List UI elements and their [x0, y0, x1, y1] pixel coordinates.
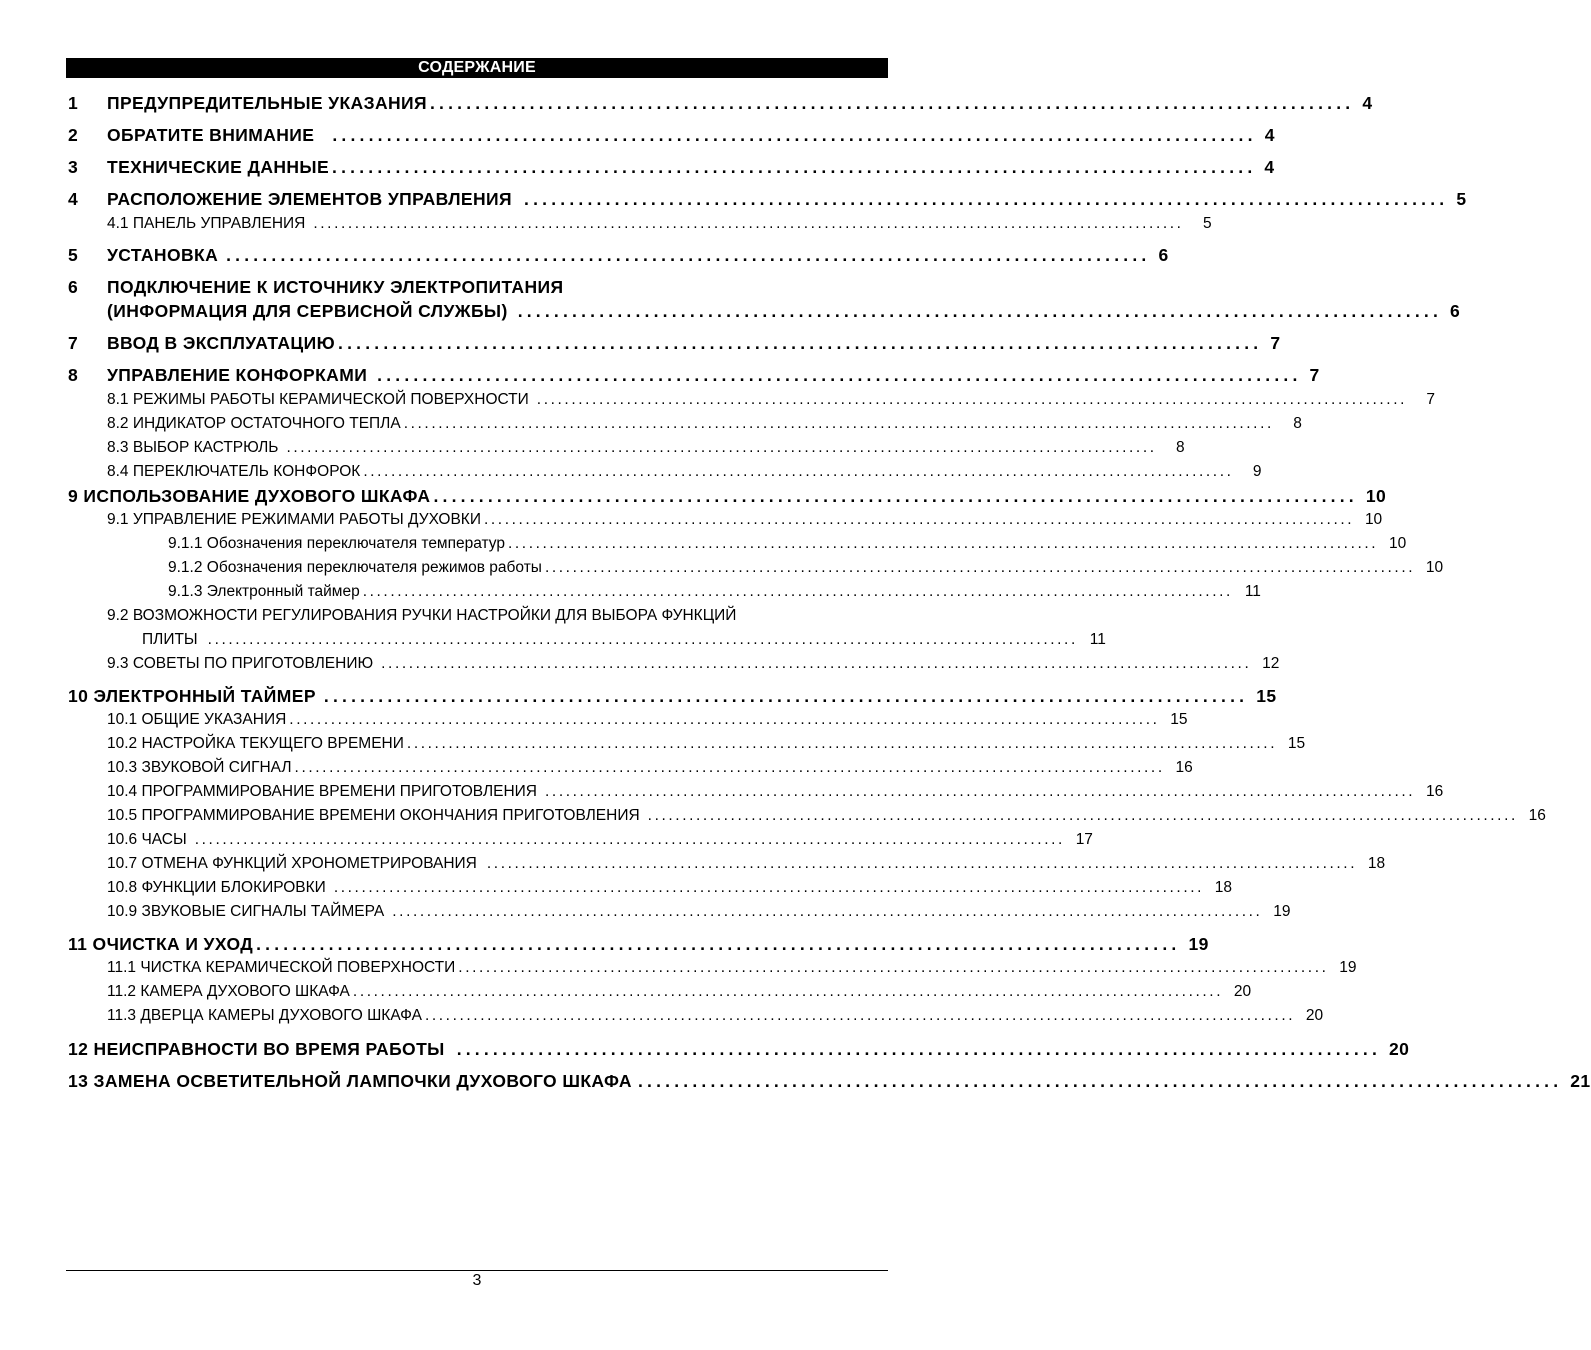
- toc-entry-page: 16: [1175, 759, 1193, 776]
- toc-leader-dots: ..............................................................................................................................: [424, 1007, 1296, 1024]
- toc-entry-page: 8: [1293, 415, 1302, 432]
- toc-entry-title: 9 ИСПОЛЬЗОВАНИЕ ДУХОВОГО ШКАФА: [68, 486, 431, 506]
- toc-leader-dots: ......................................................................................................: [226, 245, 1151, 265]
- toc-entry-title: 8.2 ИНДИКАТОР ОСТАТОЧНОГО ТЕПЛА: [107, 415, 401, 432]
- toc-leader-dots: ..............................................................................................................................: [406, 735, 1278, 752]
- toc-leader-dots: ..............................................................................................................................: [286, 439, 1157, 456]
- toc-entry-title: 10.3 ЗВУКОВОЙ СИГНАЛ: [107, 759, 292, 776]
- toc-leader-dots: ..............................................................................................................................: [507, 535, 1379, 552]
- toc-entry-2[interactable]: [68, 123, 1275, 147]
- toc-entry-title: 10 ЭЛЕКТРОННЫЙ ТАЙМЕР: [68, 686, 316, 706]
- toc-entry-page: 6: [1158, 245, 1169, 265]
- toc-entry-page: 6: [1450, 301, 1461, 321]
- toc-entry-title: 10.9 ЗВУКОВЫЕ СИГНАЛЫ ТАЙМЕРА: [107, 903, 385, 920]
- toc-entry-page: 15: [1170, 711, 1188, 728]
- toc-leader-dots: ..............................................................................................................................: [647, 807, 1518, 824]
- toc-entry-9-1[interactable]: [107, 510, 1383, 530]
- toc-entry-title: 10.2 НАСТРОЙКА ТЕКУЩЕГО ВРЕМЕНИ: [107, 735, 404, 752]
- toc-entry-10-9[interactable]: [107, 902, 1291, 922]
- toc-entry-title: (ИНФОРМАЦИЯ ДЛЯ СЕРВИСНОЙ СЛУЖБЫ): [107, 301, 508, 321]
- toc-leader-dots: ..............................................................................................................................: [362, 583, 1233, 600]
- toc-entry-1[interactable]: [68, 91, 1373, 115]
- toc-entry-page: 16: [1425, 783, 1444, 800]
- toc-entry-title: 10.1 ОБЩИЕ УКАЗАНИЯ: [107, 711, 287, 728]
- toc-leader-dots: ..............................................................................................................................: [313, 215, 1184, 232]
- toc-leader-dots: ..............................................................................................................................: [545, 783, 1416, 800]
- toc-leader-dots: ......................................................................................................: [256, 934, 1181, 954]
- toc-entry-6-line2[interactable]: [107, 299, 1461, 323]
- toc-entry-title: 10.8 ФУНКЦИИ БЛОКИРОВКИ: [107, 879, 326, 896]
- toc-entry-title: ОБРАТИТЕ ВНИМАНИЕ: [107, 125, 315, 145]
- toc-leader-dots: ..............................................................................................................................: [363, 463, 1234, 480]
- toc-entry-page: 20: [1233, 983, 1252, 1000]
- toc-entry-9-1-3[interactable]: [168, 582, 1261, 602]
- toc-leader-dots: ..............................................................................................................................: [483, 511, 1355, 528]
- toc-entry-title: 4.1 ПАНЕЛЬ УПРАВЛЕНИЯ: [107, 215, 306, 232]
- toc-entry-title: 9.1.1 Обозначения переключателя температур: [168, 535, 505, 552]
- toc-entry-title: РАСПОЛОЖЕНИЕ ЭЛЕМЕНТОВ УПРАВЛЕНИЯ: [107, 189, 513, 209]
- toc-entry-title: 10.6 ЧАСЫ: [107, 831, 187, 848]
- toc-entry-page: 4: [1264, 125, 1275, 145]
- toc-entry-number: 3: [68, 157, 79, 177]
- toc-entry-title: 9.1 УПРАВЛЕНИЕ РЕЖИМАМИ РАБОТЫ ДУХОВКИ: [107, 511, 481, 528]
- toc-entry-number: 2: [68, 125, 79, 145]
- toc-entry-page: 10: [1425, 559, 1444, 576]
- toc-leader-dots: ......................................................................................................: [332, 157, 1257, 177]
- toc-entry-page: 8: [1176, 439, 1185, 456]
- toc-entry-10-4[interactable]: [107, 782, 1444, 802]
- toc-entry-page: 11: [1089, 631, 1106, 648]
- toc-entry-page: 15: [1287, 735, 1306, 752]
- toc-entry-page: 7: [1426, 391, 1436, 408]
- toc-entry-title: 9.3 СОВЕТЫ ПО ПРИГОТОВЛЕНИЮ: [107, 655, 374, 672]
- toc-leader-dots: ......................................................................................................: [323, 686, 1249, 706]
- toc-entry-title: 11.2 КАМЕРА ДУХОВОГО ШКАФА: [107, 983, 350, 1000]
- toc-entry-8-1[interactable]: [107, 390, 1436, 410]
- toc-entry-8-3[interactable]: [107, 438, 1185, 458]
- toc-entry-11-3[interactable]: [107, 1006, 1324, 1026]
- toc-entry-7[interactable]: [68, 331, 1281, 355]
- toc-entry-4-1[interactable]: [107, 214, 1212, 234]
- toc-entry-title: 10.7 ОТМЕНА ФУНКЦИЙ ХРОНОМЕТРИРОВАНИЯ: [107, 855, 477, 872]
- toc-entry-page: 4: [1362, 93, 1373, 113]
- toc-entry-page: 17: [1075, 831, 1093, 848]
- toc-entry-number: 5: [68, 245, 79, 265]
- toc-entry-page: 19: [1339, 959, 1357, 976]
- toc-entry-page: 18: [1367, 855, 1386, 872]
- toc-entry-10-6[interactable]: [107, 830, 1093, 850]
- toc-leader-dots: ..............................................................................................................................: [536, 391, 1408, 408]
- toc-entry-page: 20: [1305, 1007, 1324, 1024]
- toc-entry-title: ВВОД В ЭКСПЛУАТАЦИЮ: [107, 333, 336, 353]
- toc-title: СОДЕРЖАНИЕ: [66, 58, 888, 78]
- toc-entry-title: 9.1.2 Обозначения переключателя режимов работы: [168, 559, 542, 576]
- toc-entry-page: 16: [1528, 807, 1546, 824]
- toc-entry-page: 21: [1570, 1071, 1591, 1091]
- toc-entry-title: 11.3 ДВЕРЦА КАМЕРЫ ДУХОВОГО ШКАФА: [107, 1007, 422, 1024]
- toc-leader-dots: ......................................................................................................: [377, 365, 1302, 385]
- toc-leader-dots: ..............................................................................................................................: [333, 879, 1205, 896]
- toc-entry-12[interactable]: [68, 1037, 1410, 1061]
- toc-entry-5[interactable]: [68, 243, 1169, 267]
- toc-leader-dots: ......................................................................................................: [456, 1039, 1382, 1059]
- toc-leader-dots: ..............................................................................................................................: [381, 655, 1252, 672]
- toc-leader-dots: ..............................................................................................................................: [289, 711, 1160, 728]
- toc-entry-9[interactable]: [68, 484, 1387, 508]
- toc-entry-4[interactable]: [68, 187, 1467, 211]
- toc-entry-title: 11.1 ЧИСТКА КЕРАМИЧЕСКОЙ ПОВЕРХНОСТИ: [107, 959, 456, 976]
- toc-entry-number: 6: [68, 277, 79, 297]
- toc-leader-dots: ..............................................................................................................................: [486, 855, 1358, 872]
- toc-entry-title: 10.5 ПРОГРАММИРОВАНИЕ ВРЕМЕНИ ОКОНЧАНИЯ ПРИГОТОВЛЕНИЯ: [107, 807, 640, 824]
- toc-entry-number: 4: [68, 189, 79, 209]
- toc-entry-3[interactable]: [68, 155, 1275, 179]
- toc-entry-10-3[interactable]: [107, 758, 1193, 778]
- toc-entry-page: 12: [1262, 655, 1280, 672]
- toc-entry-page: 19: [1188, 934, 1209, 954]
- toc-entry-page: 7: [1270, 333, 1281, 353]
- toc-entry-page: 10: [1388, 535, 1407, 552]
- toc-entry-title: 9.1.3 Электронный таймер: [168, 583, 360, 600]
- toc-entry-10-1[interactable]: [107, 710, 1188, 730]
- toc-entry-9-2-line1[interactable]: 9.2 ВОЗМОЖНОСТИ РЕГУЛИРОВАНИЯ РУЧКИ НАСТРОЙКИ ДЛЯ ВЫБОРА ФУНКЦИЙ: [107, 607, 737, 624]
- toc-entry-9-3[interactable]: [107, 654, 1280, 674]
- toc-entry-13[interactable]: [68, 1069, 1591, 1093]
- toc-entry-11-1[interactable]: [107, 958, 1357, 978]
- toc-entry-title: 8.4 ПЕРЕКЛЮЧАТЕЛЬ КОНФОРОК: [107, 463, 361, 480]
- toc-entry-page: 18: [1214, 879, 1233, 896]
- toc-leader-dots: ..............................................................................................................................: [392, 903, 1263, 920]
- toc-entry-page: 4: [1264, 157, 1275, 177]
- toc-entry-title: 13 ЗАМЕНА ОСВЕТИТЕЛЬНОЙ ЛАМПОЧКИ ДУХОВОГО ШКАФА: [68, 1071, 632, 1091]
- toc-entry-page: 5: [1202, 215, 1212, 232]
- toc-entry-title: ПОДКЛЮЧЕНИЕ К ИСТОЧНИКУ ЭЛЕКТРОПИТАНИЯ: [107, 277, 564, 297]
- toc-entry-page: 10: [1364, 511, 1383, 528]
- toc-entry-title: 11 ОЧИСТКА И УХОД: [68, 934, 254, 954]
- toc-entry-title: ПРЕДУПРЕДИТЕЛЬНЫЕ УКАЗАНИЯ: [107, 93, 427, 113]
- toc-entry-title: 12 НЕИСПРАВНОСТИ ВО ВРЕМЯ РАБОТЫ: [68, 1039, 445, 1059]
- toc-entry-title: УСТАНОВКА: [107, 245, 219, 265]
- toc-entry-9-2-line2[interactable]: [142, 630, 1106, 650]
- toc-entry-10-7[interactable]: [107, 854, 1386, 874]
- toc-entry-11[interactable]: [68, 932, 1209, 956]
- toc-leader-dots: ......................................................................................................: [433, 486, 1358, 506]
- toc-entry-page: 15: [1256, 686, 1277, 706]
- toc-leader-dots: ......................................................................................................: [524, 189, 1449, 209]
- toc-entry-title: 8.3 ВЫБОР КАСТРЮЛЬ: [107, 439, 279, 456]
- toc-entry-title: УПРАВЛЕНИЕ КОНФОРКАМИ: [107, 365, 368, 385]
- toc-entry-8[interactable]: [68, 363, 1320, 387]
- toc-leader-dots: ..............................................................................................................................: [352, 983, 1224, 1000]
- toc-entry-page: 9: [1252, 463, 1262, 480]
- toc-entry-number: 1: [68, 93, 79, 113]
- toc-leader-dots: ..............................................................................................................................: [207, 631, 1078, 648]
- toc-entry-title: ТЕХНИЧЕСКИЕ ДАННЫЕ: [107, 157, 330, 177]
- toc-entry-title: 8.1 РЕЖИМЫ РАБОТЫ КЕРАМИЧЕСКОЙ ПОВЕРХНОСТИ: [107, 391, 529, 408]
- toc-leader-dots: ......................................................................................................: [637, 1071, 1563, 1091]
- toc-leader-dots: ......................................................................................................: [332, 125, 1257, 145]
- toc-leader-dots: ..............................................................................................................................: [544, 559, 1416, 576]
- toc-entry-9-1-1[interactable]: [168, 534, 1407, 554]
- toc-entry-10-8[interactable]: [107, 878, 1233, 898]
- toc-entry-number: 7: [68, 333, 79, 353]
- toc-entry-page: 5: [1456, 189, 1467, 209]
- toc-entry-title: ПЛИТЫ: [142, 631, 198, 648]
- toc-entry-page: 7: [1309, 365, 1320, 385]
- toc-entry-8-4[interactable]: [107, 462, 1262, 482]
- toc-entry-page: 10: [1365, 486, 1387, 506]
- toc-entry-number: 8: [68, 365, 79, 385]
- page-number: 3: [472, 1272, 482, 1289]
- toc-leader-dots: ......................................................................................................: [338, 333, 1263, 353]
- toc-entry-page: 19: [1273, 903, 1291, 920]
- toc-entry-page: 11: [1244, 583, 1261, 600]
- toc-entry-page: 20: [1389, 1039, 1410, 1059]
- toc-entry-10-5[interactable]: [107, 806, 1546, 826]
- toc-leader-dots: ..............................................................................................................................: [294, 759, 1165, 776]
- toc-leader-dots: ......................................................................................................: [429, 93, 1355, 113]
- toc-leader-dots: ..............................................................................................................................: [194, 831, 1065, 848]
- toc-entry-11-2[interactable]: [107, 982, 1252, 1002]
- toc-entry-title: 10.4 ПРОГРАММИРОВАНИЕ ВРЕМЕНИ ПРИГОТОВЛЕНИЯ: [107, 783, 537, 800]
- toc-entry-10-2[interactable]: [107, 734, 1306, 754]
- toc-entry-10[interactable]: [68, 684, 1277, 708]
- toc-entry-6-line1[interactable]: [68, 275, 880, 299]
- toc-leader-dots: ..............................................................................................................................: [458, 959, 1329, 976]
- toc-entry-9-1-2[interactable]: [168, 558, 1444, 578]
- toc-entry-8-2[interactable]: [107, 414, 1302, 434]
- toc-leader-dots: ..............................................................................................................................: [403, 415, 1274, 432]
- toc-leader-dots: ......................................................................................................: [517, 301, 1443, 321]
